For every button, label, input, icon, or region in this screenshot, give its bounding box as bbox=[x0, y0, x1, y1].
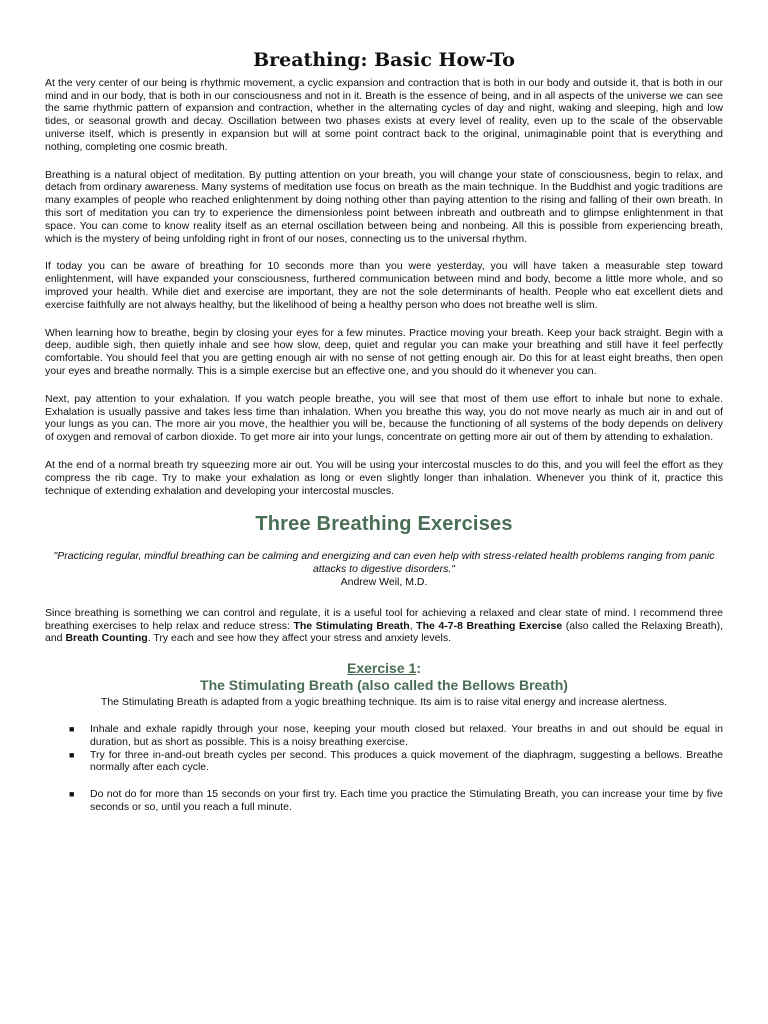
bullet-square-icon: ■ bbox=[69, 749, 75, 760]
paragraph-4: When learning how to breathe, begin by closing your eyes for a few minutes. Practice moving your breath. Keep your back straight. Begin with a deep, audible sigh, then quietly inhale and see how slow, deep, quiet and regular you can make your breathing and still have it feel perfectly comfortable. You should feel that you are getting enough air with no sense of not getting enough air. Do this for at least eight breaths, then open your eyes and breathe normally. This is a simple exercise but an effective one, and you should do it whenever you can. bbox=[45, 326, 723, 378]
quote-block bbox=[45, 550, 723, 588]
section-title: Three Breathing Exercises bbox=[255, 513, 513, 536]
exercise-1-steps bbox=[45, 723, 723, 814]
exercise-1-colon: : bbox=[416, 660, 421, 677]
intro-text-2: (also called the Relaxing Breath), and bbox=[45, 619, 723, 645]
intro-exercise-1: The Stimulating Breath bbox=[293, 619, 410, 632]
list-item bbox=[45, 749, 723, 775]
intro-exercise-3: Breath Counting bbox=[65, 632, 148, 645]
document-title: Breathing: Basic How-To bbox=[253, 49, 515, 71]
paragraph-3: If today you can be aware of breathing for 10 seconds more than you were yesterday, you will have taken a measurable step toward enlightenment, will have expanded your consciousness, furthered communication between mind and body, become a little more whole, and so improved your health. While diet and exercise are important, they are not the sole determinants of health. People who eat excellent diets and exercise faithfully are not always healthy, but the likelihood of being a healthy person who does not breathe well is slim. bbox=[45, 260, 723, 311]
exercise-1-label-line bbox=[45, 660, 723, 677]
paragraph-6: At the end of a normal breath try squeezing more air out. You will be using your intercostal muscles to do this, and you will feel the effort as they compress the rib cage. Try to make your exhalation as long or even slightly longer than inhalation. Whenever you think of it, practice this technique of extending exhalation and developing your intercostal muscles. bbox=[45, 459, 723, 497]
step-text: Do not do for more than 15 seconds on your first try. Each time you practice the Stimulating Breath, you can increase your time by five seconds or so, until you reach a full minute. bbox=[90, 788, 723, 813]
intro-paragraph bbox=[45, 607, 723, 645]
paragraph-2: Breathing is a natural object of meditation. By putting attention on your breath, you will change your state of consciousness, begin to relax, and detach from ordinary awareness. Many systems of meditation use focus on breath as the main technique. In the Buddhist and yogic traditions are many examples of people who reached enlightenment by doing nothing other than paying attention to the rising and falling of their own breath. In this sort of meditation you can try to experience the dimensionless point between inbreath and outbreath and to glimpse enlightenment in that space. You can come to know reality itself as an eternal oscillation between being and nonbeing. All this is possible from experiencing breath, which is the mystery of being unfolding right in front of our noses, connecting us to the universal rhythm. bbox=[45, 168, 723, 245]
list-item bbox=[45, 723, 723, 749]
paragraph-1: At the very center of our being is rhythmic movement, a cyclic expansion and contraction that is both in our body and outside it, that is both in our mind and in our body, that is both in our consciousness and not in it. Breath is the essence of being, and in all aspects of the universe we can see the same rhythmic pattern of expansion and contraction, whether in the alternating cycles of day and night, waking and sleeping, high and low tides, or seasonal growth and decay. Oscillation between two phases exists at every level of reality, even up to the scale of the observable universe itself, which is presently in expansion but will at some point contract back to the original, unimaginable point that is everything and nothing, completing one cosmic breath. bbox=[45, 76, 723, 153]
intro-text-1: Since breathing is something we can control and regulate, it is a useful tool for achieving a relaxed and clear state of mind. I recommend three breathing exercises to help relax and reduce stress: bbox=[45, 606, 723, 632]
quote-text: "Practicing regular, mindful breathing can be calming and energizing and can even help with stress-related health problems ranging from panic attacks to digestive disorders." bbox=[53, 550, 715, 576]
exercise-1-label: Exercise 1 bbox=[347, 660, 417, 677]
step-text: Inhale and exhale rapidly through your nose, keeping your mouth closed but relaxed. Your breaths in and out should be equal in duration, but as short as possible. This is a noisy breathing exercise. bbox=[90, 722, 723, 748]
exercise-1-description: The Stimulating Breath is adapted from a yogic breathing technique. Its aim is to raise vital energy and increase alertness. bbox=[100, 696, 668, 709]
bullet-square-icon: ■ bbox=[69, 789, 75, 800]
document-page bbox=[45, 50, 723, 814]
intro-exercise-2: The 4-7-8 Breathing Exercise bbox=[416, 619, 563, 632]
bullet-square-icon: ■ bbox=[69, 723, 75, 734]
intro-separator: , bbox=[409, 619, 417, 632]
intro-text-3: . Try each and see how they affect your stress and anxiety levels. bbox=[147, 632, 451, 645]
step-text: Try for three in-and-out breath cycles per second. This produces a quick movement of the diaphragm, suggesting a bellows. Breathe normally after each cycle. bbox=[90, 748, 723, 774]
quote-author: Andrew Weil, M.D. bbox=[340, 576, 428, 588]
list-item bbox=[45, 788, 723, 814]
exercise-1-name: The Stimulating Breath (also called the Bellows Breath) bbox=[200, 677, 568, 694]
exercise-1-heading bbox=[45, 660, 723, 694]
paragraph-5: Next, pay attention to your exhalation. If you watch people breathe, you will see that most of them use effort to inhale but none to exhale. Exhalation is usually passive and takes less time than inhalation. When you breathe this way, you do not move nearly as much air in and out of your lungs as you can. The more air you move, the healthier you will be, because the functioning of all systems of the body depends on delivery of oxygen and removal of carbon dioxide. To get more air into your lungs, concentrate on getting more air out of them by attending to exhalation. bbox=[45, 392, 723, 444]
